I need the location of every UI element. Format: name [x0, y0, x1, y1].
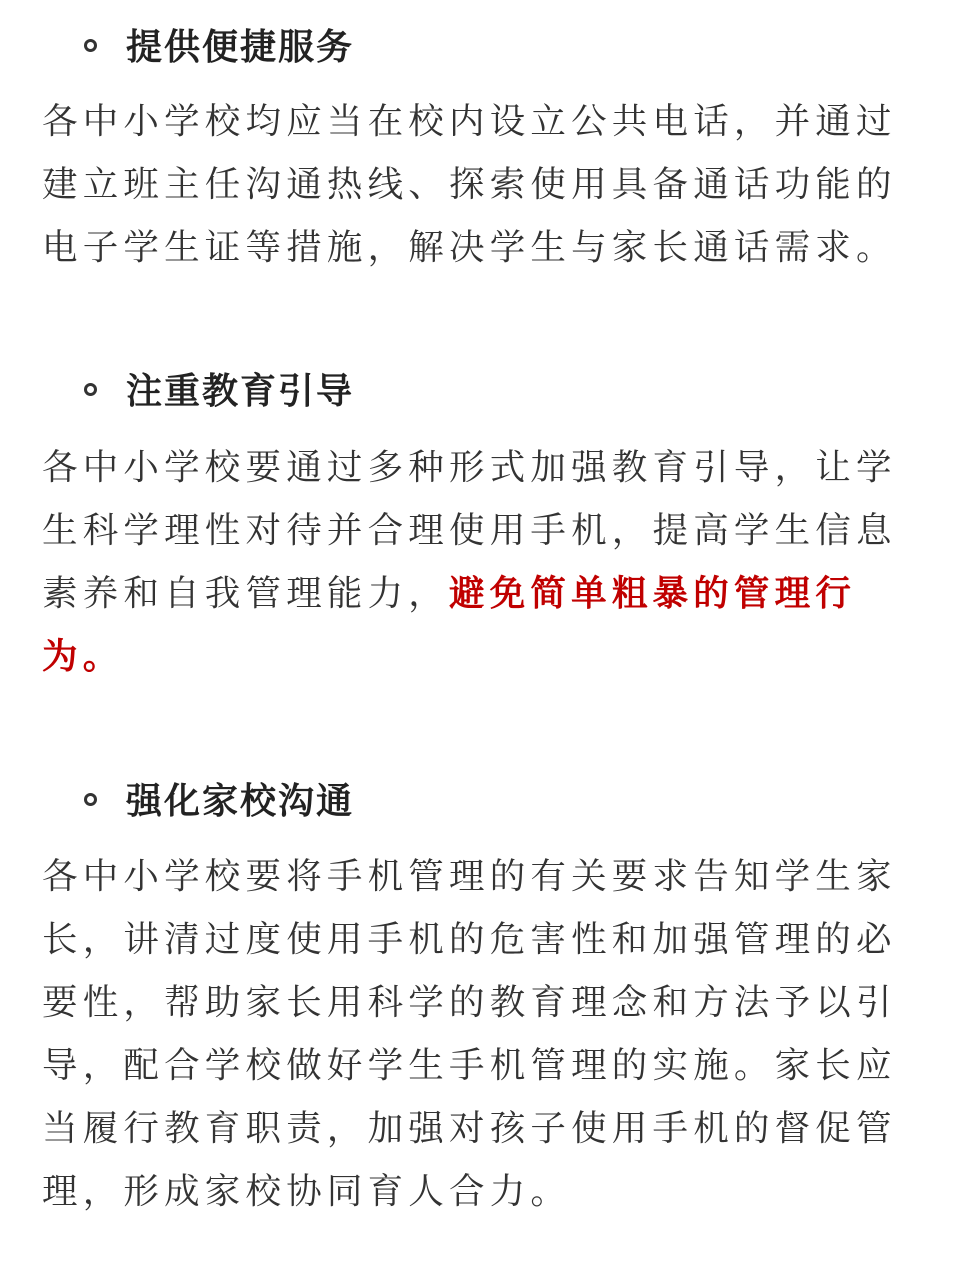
section-heading: [84, 768, 354, 828]
bullet-icon: [84, 39, 97, 52]
section-title: 强化家校沟通: [126, 780, 355, 822]
section-heading: [84, 14, 354, 74]
section-title: 注重教育引导: [126, 370, 355, 412]
highlighted-text: 避免简单粗暴的管理行为。: [42, 573, 857, 677]
section-body: 各中小学校均应当在校内设立公共电话，并通过建立班主任沟通热线、探索使用具备通话功能的电子学生证等措施，解决学生与家长通话需求。: [42, 101, 897, 268]
section-body-text: 各中小学校要通过多种形式加强教育引导，让学生科学理性对待并合理使用手机，提高学生信息素养和自我管理能力，: [42, 447, 897, 614]
bullet-icon: [84, 793, 97, 806]
section-heading: [84, 358, 354, 418]
bullet-icon: [84, 383, 97, 396]
section-body: [42, 436, 922, 688]
section-body: 各中小学校要将手机管理的有关要求告知学生家长，讲清过度使用手机的危害性和加强管理的必要性，帮助家长用科学的教育理念和方法予以引导，配合学校做好学生手机管理的实施。家长应当履行教育职责，加强对孩子使用手机的督促管理，形成家校协同育人合力。: [42, 856, 897, 1212]
section-title: 提供便捷服务: [126, 26, 355, 68]
